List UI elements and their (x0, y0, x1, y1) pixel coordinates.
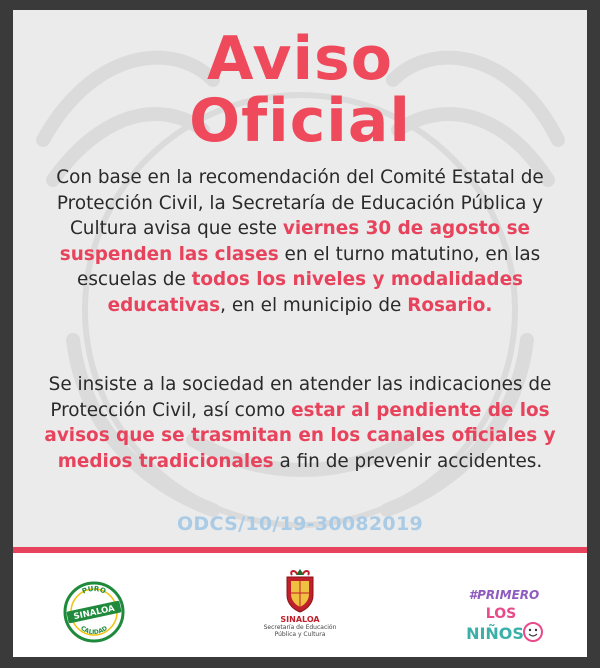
primero-los-ninos-logo (459, 583, 549, 645)
body-text: Se insiste a la sociedad en atender las indicaciones de Protección Civil, así como (48, 374, 552, 421)
highlighted-text: estar al pendiente de los avisos que se trasmitan en los canales oficiales y medios tradicionales (44, 399, 556, 472)
puro-bottom-text: CALIDAD (79, 624, 109, 637)
title-oficial: Oficial (189, 86, 411, 156)
sinaloa-logo-name: SINALOA (280, 615, 320, 624)
notice-card (13, 10, 587, 657)
body-text: , en el municipio de (220, 294, 408, 316)
sinaloa-logo-sub1: Secretaría de Educación (263, 624, 337, 631)
primero-line1: #PRIMERO (468, 588, 540, 602)
footer-logos (13, 553, 587, 657)
reference-code: ODCS/10/19-30082019 (176, 513, 423, 535)
puro-top-text: PURO (80, 584, 107, 596)
notice-paragraph-2 (25, 372, 575, 474)
sinaloa-sepyc-logo (250, 567, 350, 657)
body-text: Con base en la recomendación del Comité Estatal de Protección Civil, la Secretaría de Educación Pública y Cultura avisa que este (56, 167, 544, 239)
primero-line2: LOS (485, 606, 517, 622)
body-text: en el turno matutino, en las escuelas de (77, 243, 541, 290)
primero-line3: NIÑOS (466, 624, 524, 643)
highlighted-text: todos los niveles y modalidades educativas (107, 269, 523, 316)
sinaloa-logo-sub2: Pública y Cultura (274, 631, 326, 638)
sinaloa-shield-icon (283, 567, 317, 613)
body-text: a fin de prevenir accidentes. (273, 450, 543, 472)
puro-middle-text: SINALOA (72, 603, 116, 623)
notice-paragraph-1 (25, 165, 575, 318)
highlighted-text: viernes 30 de agosto se suspenden las clases (59, 218, 531, 265)
title-aviso: Aviso (207, 24, 393, 94)
smiley-face-icon (524, 623, 542, 641)
highlighted-text: Rosario. (407, 294, 493, 316)
puro-sinaloa-logo (63, 581, 125, 643)
